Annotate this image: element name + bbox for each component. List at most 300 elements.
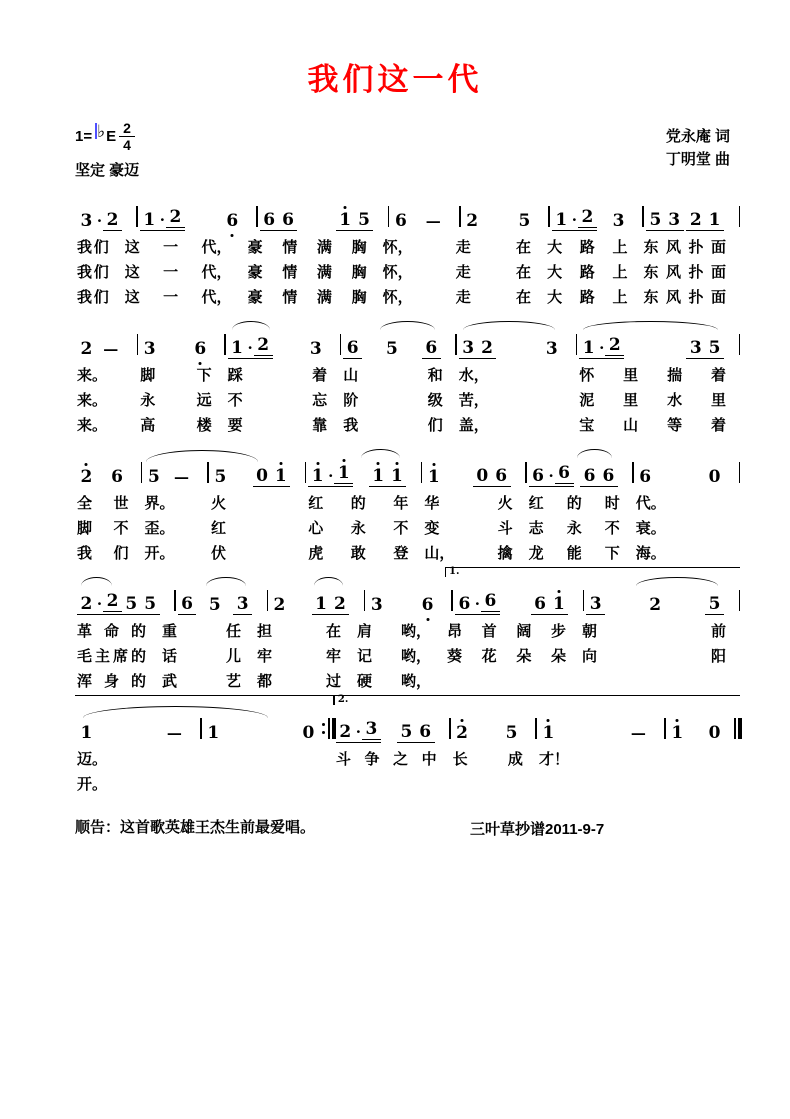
note-number: 2	[466, 211, 479, 231]
music-system	[75, 201, 740, 309]
volta-label: 1.	[449, 566, 460, 577]
lyric-cell	[75, 259, 123, 284]
note-number: 6	[418, 595, 437, 615]
measure	[644, 201, 740, 231]
note-group	[453, 723, 472, 743]
measure	[306, 457, 422, 487]
note-group	[260, 210, 298, 231]
lyrics-row	[75, 643, 740, 668]
lyric-syllable: 中	[421, 751, 437, 768]
rest-note: 0	[302, 723, 315, 743]
music-system	[75, 329, 740, 437]
note-number: 3	[370, 595, 383, 615]
lyric-syllable: 里	[623, 392, 639, 409]
lyric-cell	[142, 515, 209, 540]
lyric-syllable: 代，	[201, 264, 232, 281]
lyric-cell	[246, 234, 381, 259]
lyric-syllable: 的	[130, 648, 146, 665]
lyric-cell	[75, 515, 142, 540]
note-number: 6	[343, 338, 362, 359]
lyric-syllable: 大	[547, 264, 563, 281]
lyric-syllable: 东	[643, 264, 659, 281]
measure-notes	[178, 585, 252, 615]
notes-row	[75, 201, 740, 231]
note-group	[418, 595, 437, 615]
lyric-cell	[527, 515, 634, 540]
lyric-syllable: 永	[350, 520, 366, 537]
lyric-syllable: 年	[393, 495, 409, 512]
lyric-syllable: 不	[113, 520, 129, 537]
note-number: 3	[143, 339, 156, 359]
lyric-cell	[527, 540, 634, 565]
notes-line	[75, 566, 740, 615]
measure-notes	[539, 713, 650, 743]
note-number: 5	[147, 467, 160, 487]
note-number: 1	[552, 210, 571, 231]
note-group	[515, 211, 534, 231]
prolongation-dot: ·	[96, 595, 103, 613]
duration-dash: —	[173, 468, 189, 486]
lyric-cell	[634, 515, 740, 540]
measure-notes	[455, 585, 568, 615]
lyric-syllable: 朵	[550, 648, 566, 665]
note-group	[204, 723, 223, 743]
lyric-syllable: 向	[582, 648, 598, 665]
lyric-cell	[422, 515, 526, 540]
lyrics-row	[75, 771, 740, 796]
lyric-syllable: 路	[579, 289, 595, 306]
measure-notes	[336, 713, 435, 743]
barline	[739, 334, 741, 355]
lyric-syllable: 等	[667, 417, 683, 434]
lyric-syllable: 踩	[227, 367, 243, 384]
lyric-syllable: 我	[77, 239, 93, 256]
note-group	[455, 591, 500, 615]
lyric-syllable: 们	[93, 264, 109, 281]
score-header	[75, 121, 730, 187]
lyric-syllable: 东	[643, 239, 659, 256]
measure-notes	[579, 329, 724, 359]
lyric-cell	[355, 668, 445, 693]
lyric-syllable: 风	[666, 239, 682, 256]
note-number: 5	[505, 723, 518, 743]
lyric-cell	[142, 540, 209, 565]
measure	[422, 457, 526, 487]
lyric-syllable: 来。	[77, 417, 108, 434]
lyric-syllable: 龙	[528, 545, 544, 562]
note-group	[668, 723, 687, 743]
prolongation-dot: ·	[474, 595, 481, 613]
lyric-syllable: 才！	[538, 751, 569, 768]
lyric-syllable: 里	[710, 392, 726, 409]
lyric-syllable: 水，	[458, 367, 489, 384]
lyric-cell	[142, 490, 209, 515]
volta-label: 2.	[337, 694, 349, 705]
note-group	[579, 335, 624, 359]
note-group	[122, 594, 160, 615]
lyric-syllable: 红	[308, 495, 324, 512]
note-group	[391, 211, 410, 231]
lyric-syllable: 大	[547, 239, 563, 256]
key-note: E	[106, 128, 117, 145]
lyric-cell	[75, 362, 138, 387]
slur-arc	[636, 577, 718, 586]
slur-arc	[583, 321, 718, 330]
measure	[75, 457, 142, 487]
music-system	[75, 457, 740, 565]
lyric-syllable: 山	[623, 417, 639, 434]
lyric-cell	[226, 362, 342, 387]
lyric-syllable: 话	[162, 648, 178, 665]
note-number: 3	[545, 339, 558, 359]
lyric-syllable: 心	[308, 520, 324, 537]
note-group	[705, 594, 724, 615]
note-group	[529, 463, 574, 487]
note-number: 5	[397, 722, 416, 743]
lyric-cell	[577, 412, 740, 437]
lyric-syllable: 海。	[635, 545, 666, 562]
lyric-syllable: 首	[481, 623, 497, 640]
measure-notes	[140, 201, 242, 231]
note-number: 2	[336, 722, 355, 743]
lyric-syllable: 这	[124, 289, 140, 306]
note-number: 3	[309, 339, 322, 359]
measure	[75, 329, 138, 359]
note-number: 6	[455, 594, 474, 615]
lyric-syllable: 阳	[710, 648, 726, 665]
lyric-syllable: 怀	[579, 367, 595, 384]
rest-note: 0	[708, 723, 721, 743]
barline-thick	[738, 718, 742, 739]
measure	[527, 457, 634, 487]
lyric-syllable: 路	[579, 239, 595, 256]
note-group	[422, 211, 445, 231]
lyrics-row	[75, 540, 740, 565]
lyric-syllable: 风	[666, 264, 682, 281]
note-group	[140, 207, 185, 231]
lyric-cell	[138, 387, 225, 412]
lyric-cell	[226, 412, 342, 437]
duration-dash: —	[103, 340, 119, 358]
lyric-syllable: 席	[112, 648, 128, 665]
lyric-syllable: 一	[163, 264, 179, 281]
measure	[457, 329, 578, 359]
notes-line	[75, 201, 740, 231]
note-group	[144, 467, 163, 487]
lyric-cell	[75, 412, 138, 437]
lyric-syllable: 不	[604, 520, 620, 537]
note-group	[308, 463, 353, 487]
note-group	[539, 723, 558, 743]
lyric-syllable: 代。	[635, 495, 666, 512]
measure-notes	[636, 457, 724, 487]
lyric-syllable: 不	[393, 520, 409, 537]
lyric-syllable: 扑	[688, 264, 704, 281]
lyric-cell	[422, 540, 526, 565]
prolongation-dot: ·	[328, 467, 334, 485]
note-number: 6	[529, 466, 548, 487]
lyric-syllable: 我	[343, 417, 359, 434]
lyric-syllable: 牢	[257, 648, 273, 665]
measure	[537, 713, 666, 743]
lyric-syllable: 走	[455, 289, 471, 306]
note-number: 2	[578, 207, 597, 231]
lyric-cell	[202, 746, 334, 771]
lyric-syllable: 揣	[667, 367, 683, 384]
lyric-cell	[634, 490, 740, 515]
lyric-cell	[381, 234, 454, 259]
note-number: 6	[191, 339, 210, 359]
note-group	[705, 467, 724, 487]
lyric-cell	[75, 284, 123, 309]
measure	[461, 201, 550, 231]
lyric-cell	[527, 490, 634, 515]
note-number: 5	[705, 338, 724, 359]
note-number: 5	[646, 210, 665, 231]
note-group	[312, 594, 350, 615]
slur-arc	[463, 321, 556, 330]
lyric-cell	[451, 746, 537, 771]
lyric-syllable: 一	[163, 239, 179, 256]
note-group	[343, 338, 362, 359]
note-group	[367, 595, 386, 615]
footer-note: 顺告：这首歌英雄王杰生前最爱唱。	[75, 819, 316, 836]
lyric-cell	[537, 771, 666, 796]
lyric-cell	[202, 771, 334, 796]
lyric-cell	[666, 746, 740, 771]
lyric-syllable: 豪	[247, 239, 263, 256]
key-signature	[75, 121, 730, 152]
meter-numerator: 2	[119, 121, 135, 137]
lyric-syllable: 艺	[225, 673, 241, 690]
lyric-syllable: 任	[225, 623, 241, 640]
lyric-syllable: 葵	[447, 648, 463, 665]
lyric-syllable: 路	[579, 264, 595, 281]
note-number: 3	[586, 594, 605, 615]
note-group	[397, 722, 435, 743]
lyric-syllable: 衰。	[635, 520, 666, 537]
lyric-syllable: 迈。	[77, 751, 108, 768]
prolongation-dot: ·	[247, 339, 253, 357]
lyric-cell	[355, 643, 445, 668]
note-number: 1	[579, 338, 598, 359]
composer-credit: 丁明堂 曲	[665, 151, 730, 168]
note-number: 3	[362, 719, 381, 743]
lyric-cell	[445, 668, 580, 693]
lyric-syllable: 的	[350, 495, 366, 512]
note-group	[211, 467, 230, 487]
note-group	[336, 210, 374, 231]
flat-icon: ♭	[97, 121, 106, 141]
notes-row	[75, 329, 740, 359]
measure-notes	[343, 329, 441, 359]
lyric-cell	[545, 259, 641, 284]
lyric-syllable: 昂	[447, 623, 463, 640]
note-number: 2	[273, 595, 286, 615]
lyric-cell	[457, 362, 578, 387]
note-group	[191, 339, 210, 359]
duration-dash: —	[166, 724, 182, 742]
measure	[584, 585, 740, 615]
lyric-syllable: 们	[93, 289, 109, 306]
lyrics-row	[75, 234, 740, 259]
lyric-syllable: 都	[257, 673, 273, 690]
lyric-syllable: 登	[393, 545, 409, 562]
lyric-syllable: 开。	[77, 776, 108, 793]
note-number: 3	[80, 211, 93, 231]
lyrics-row	[75, 387, 740, 412]
lyrics-row	[75, 362, 740, 387]
key-signature-block	[75, 121, 730, 180]
lyric-cell	[580, 618, 740, 643]
repeat-dot	[322, 731, 325, 734]
slur-arc	[380, 321, 435, 330]
lyric-syllable: 的	[130, 673, 146, 690]
note-number: 6	[639, 467, 652, 487]
lyric-cell	[341, 362, 457, 387]
lyric-syllable: 着	[312, 367, 328, 384]
prolongation-dot: ·	[355, 723, 361, 741]
lyric-syllable: 上	[612, 289, 628, 306]
prolongation-dot: ·	[599, 339, 605, 357]
note-group	[686, 338, 724, 359]
note-group	[422, 338, 441, 359]
lyric-syllable: 们	[113, 545, 129, 562]
lyric-syllable: 牢	[325, 648, 341, 665]
note-group	[463, 211, 482, 231]
barline	[739, 590, 741, 611]
note-group	[77, 210, 122, 231]
lyric-syllable: 胸	[351, 239, 367, 256]
note-group	[336, 719, 381, 743]
lyrics-row	[75, 490, 740, 515]
repeat-dot	[322, 723, 325, 726]
page-title: 我们这一代	[307, 62, 483, 98]
lyric-syllable: 里	[623, 367, 639, 384]
measure	[451, 713, 537, 743]
lyric-cell	[334, 746, 451, 771]
note-number: 6	[394, 211, 407, 231]
measure	[453, 585, 584, 615]
measure-notes	[228, 329, 326, 359]
note-number: 6	[580, 466, 599, 487]
lyric-syllable: 肩	[357, 623, 373, 640]
measure-notes	[552, 201, 628, 231]
lyric-syllable: 和	[427, 367, 443, 384]
lyric-cell	[255, 643, 355, 668]
lyric-syllable: 界。	[144, 495, 175, 512]
lyrics-row	[75, 668, 740, 693]
lyric-syllable: 我	[77, 545, 93, 562]
page-footer	[0, 816, 790, 836]
lyric-cell	[577, 362, 740, 387]
lyric-syllable: 的	[130, 623, 146, 640]
volta-bracket	[445, 567, 740, 577]
lyric-cell	[75, 490, 142, 515]
lyric-syllable: 擒	[497, 545, 513, 562]
note-number: 1	[539, 723, 558, 743]
lyric-syllable: 开。	[144, 545, 175, 562]
note-group	[223, 211, 242, 231]
lyric-cell	[454, 284, 545, 309]
lyric-syllable: 宝	[579, 417, 595, 434]
lyric-cell	[545, 234, 641, 259]
lyric-syllable: 在	[516, 239, 532, 256]
lyric-syllable: 来。	[77, 367, 108, 384]
note-number: 6	[492, 466, 511, 487]
note-number: 2	[649, 595, 662, 615]
note-number: 6	[279, 210, 298, 231]
lyric-syllable: 过	[325, 673, 341, 690]
lyric-syllable: 歪。	[144, 520, 175, 537]
measure-notes	[308, 457, 406, 487]
slur-arc	[206, 577, 246, 586]
lyric-cell	[246, 259, 381, 284]
lyric-syllable: 满	[316, 264, 332, 281]
lyric-cell	[666, 771, 740, 796]
note-group	[99, 339, 122, 359]
note-number: 1	[388, 466, 407, 487]
lyric-syllable: 山，	[424, 545, 455, 562]
lyric-cell	[160, 618, 255, 643]
lyric-syllable: 武	[162, 673, 178, 690]
note-number: 1	[308, 466, 327, 487]
note-number: 1	[334, 463, 353, 487]
note-number: 1	[312, 594, 331, 615]
lyric-syllable: 水	[667, 392, 683, 409]
notes-line	[75, 329, 740, 359]
measure-notes	[77, 201, 122, 231]
lyric-syllable: 华	[424, 495, 440, 512]
note-number: 6	[178, 594, 197, 615]
lyric-cell	[123, 259, 246, 284]
measure-notes	[459, 329, 562, 359]
note-number: 5	[141, 594, 160, 615]
lyric-cell	[160, 668, 255, 693]
lyric-cell	[123, 234, 246, 259]
repeat-dots	[322, 723, 325, 734]
note-group	[233, 594, 252, 615]
note-number: 3	[233, 594, 252, 615]
note-group	[636, 467, 655, 487]
note-number: 6	[422, 338, 441, 359]
note-number: 1	[549, 594, 568, 615]
lyric-cell	[75, 771, 202, 796]
note-number: 6	[531, 594, 550, 615]
lyric-syllable: 重	[162, 623, 178, 640]
measure	[550, 201, 644, 231]
lyric-syllable: 脚	[140, 367, 156, 384]
measure	[268, 585, 365, 615]
volta-bracket	[334, 695, 740, 705]
note-group	[369, 466, 407, 487]
notes-line	[75, 694, 740, 743]
lyric-syllable: 脚	[77, 520, 93, 537]
note-number: 5	[386, 339, 398, 359]
measure-notes	[424, 457, 510, 487]
note-group	[77, 591, 122, 615]
measure	[75, 201, 138, 231]
measure	[634, 457, 740, 487]
note-number: 6	[260, 210, 279, 231]
lyric-cell	[246, 284, 381, 309]
lyric-syllable: 红	[210, 520, 226, 537]
lyric-cell	[75, 643, 160, 668]
lyric-cell	[545, 284, 641, 309]
notes-row	[75, 585, 740, 615]
prolongation-dot: ·	[571, 211, 577, 229]
measure	[666, 713, 740, 743]
